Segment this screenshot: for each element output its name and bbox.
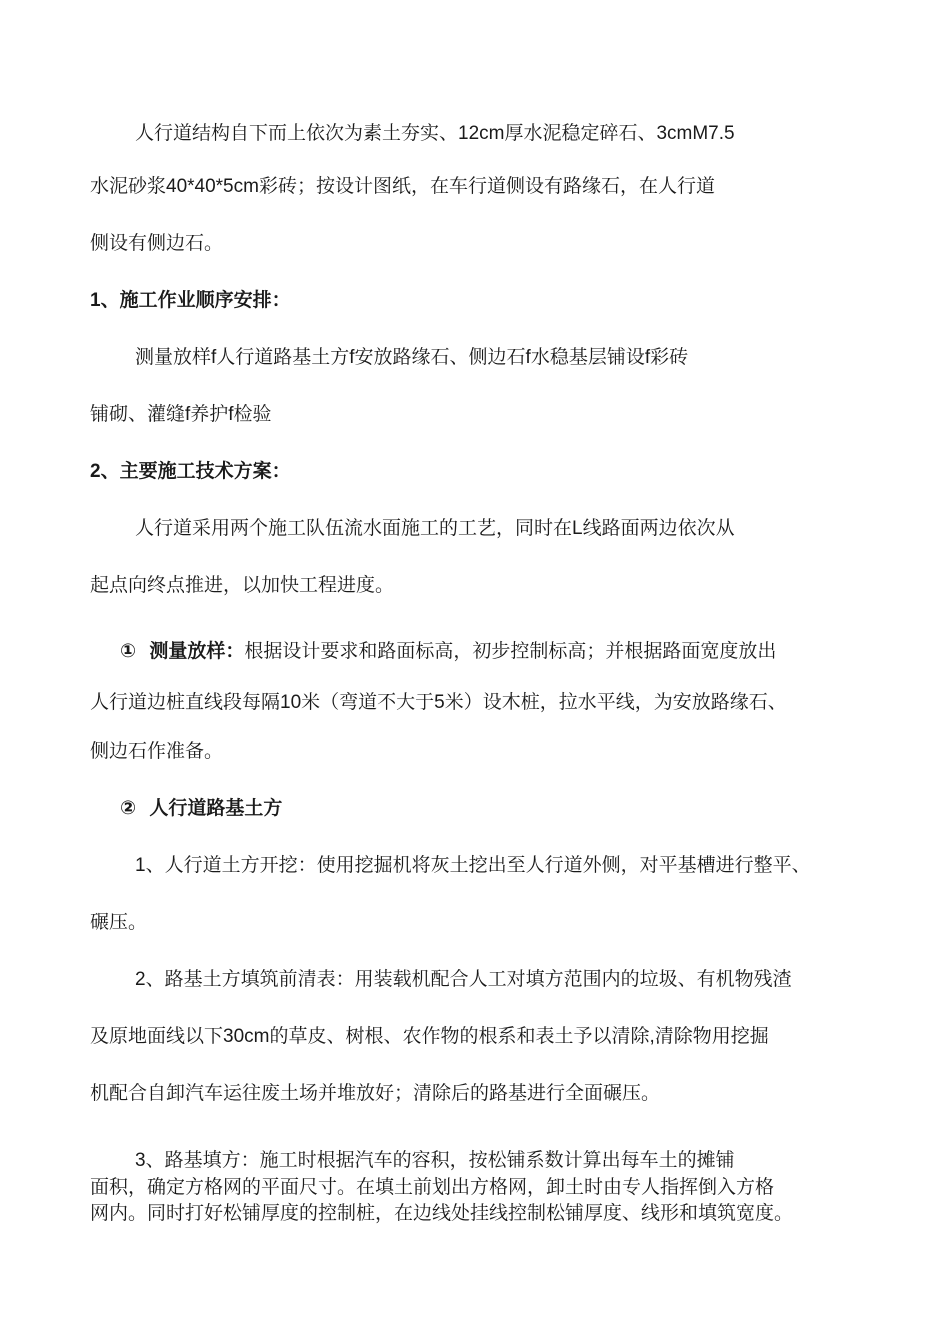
item-clearing-line-1: 2、路基土方填筑前清表：用装载机配合人工对填方范围内的垃圾、有机物残渣 xyxy=(135,969,792,990)
section-subgrade-number: ② xyxy=(120,798,137,819)
section-subgrade-title: 人行道路基土方 xyxy=(149,798,283,819)
section-survey-line-3: 侧边石作准备。 xyxy=(90,741,224,762)
heading-technical-plan: 2、主要施工技术方案： xyxy=(90,461,291,482)
item-filling-line-2: 面积，确定方格网的平面尺寸。在填土前划出方格网，卸土时由专人指挥倒入方格 xyxy=(90,1177,775,1198)
para-sequence-line-1: 测量放样f人行道路基土方f安放路缘石、侧边石f水稳基层铺设f彩砖 xyxy=(135,347,689,368)
para-plan-line-1: 人行道采用两个施工队伍流水面施工的工艺，同时在L线路面两边依次从 xyxy=(135,518,735,539)
para-structure-line-1: 人行道结构自下而上依次为素土夯实、12cm厚水泥稳定碎石、3cmM7.5 xyxy=(135,123,735,144)
para-structure-line-3: 侧设有侧边石。 xyxy=(90,233,224,254)
section-survey-line-2: 人行道边桩直线段每隔10米（弯道不大于5米）设木桩，拉水平线，为安放路缘石、 xyxy=(90,692,787,713)
section-survey-title: 测量放样： xyxy=(149,641,245,662)
item-clearing-line-2: 及原地面线以下30cm的草皮、树根、农作物的根系和表土予以清除,清除物用挖掘 xyxy=(90,1026,769,1047)
item-excavation-line-1: 1、人行道土方开挖：使用挖掘机将灰土挖出至人行道外侧，对平基槽进行整平、 xyxy=(135,855,811,876)
item-clearing-line-3: 机配合自卸汽车运往废土场并堆放好；清除后的路基进行全面碾压。 xyxy=(90,1083,661,1104)
item-excavation-line-2: 碾压。 xyxy=(90,912,148,933)
item-filling-line-1: 3、路基填方：施工时根据汽车的容积，按松铺系数计算出每车土的摊铺 xyxy=(135,1150,735,1171)
section-survey-text: 根据设计要求和路面标高，初步控制标高；并根据路面宽度放出 xyxy=(244,641,777,662)
para-structure-line-2: 水泥砂浆40*40*5cm彩砖；按设计图纸，在车行道侧设有路缘石，在人行道 xyxy=(90,176,715,197)
section-survey-line-1 xyxy=(120,636,950,663)
para-plan-line-2: 起点向终点推进，以加快工程进度。 xyxy=(90,575,395,596)
heading-sequence: 1、施工作业顺序安排： xyxy=(90,290,291,311)
section-survey-number: ① xyxy=(120,641,137,662)
item-filling-line-3: 网内。同时打好松铺厚度的控制桩，在边线处挂线控制松铺厚度、线形和填筑宽度。 xyxy=(90,1203,794,1224)
para-sequence-line-2: 铺砌、灌缝f养护f检验 xyxy=(90,404,272,425)
section-subgrade xyxy=(120,793,950,820)
